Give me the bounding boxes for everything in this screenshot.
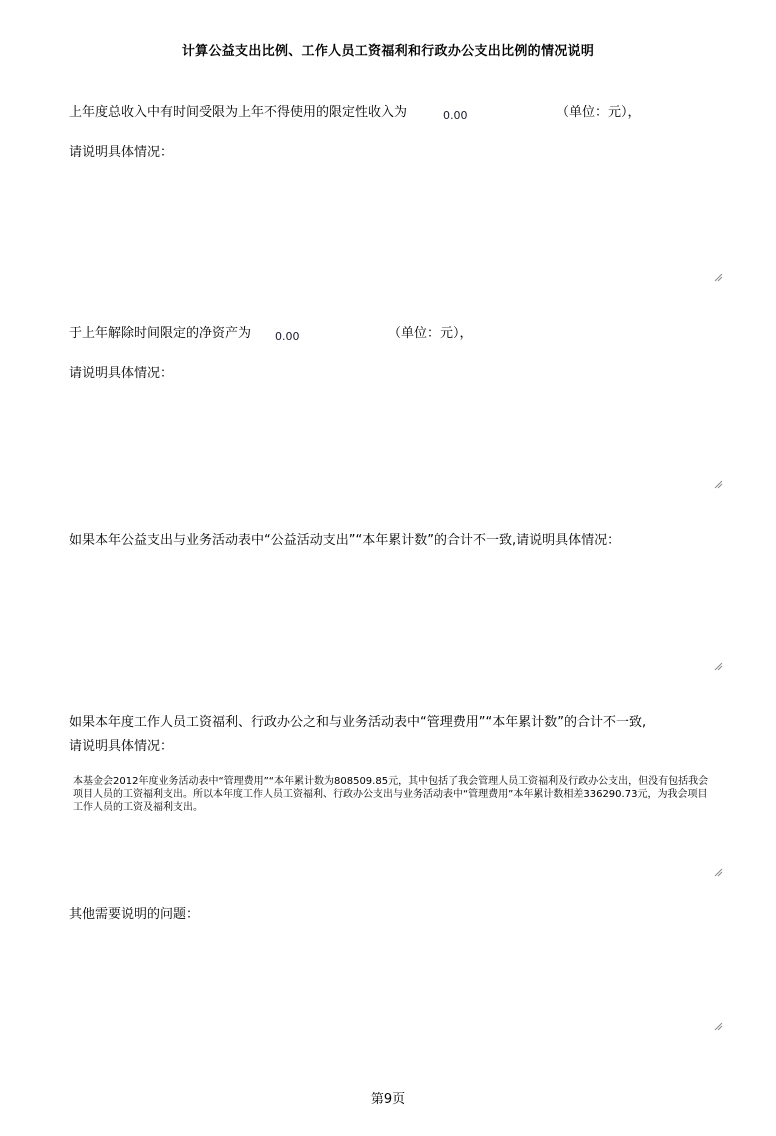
- admin-expense-explanation-text: 本基金会2012年度业务活动表中“管理费用”“本年累计数为808509.85元，其中包括了我会管理人员工资福利及行政办公支出，但没有包括我会项目人员的工资福利支出。所以本年度工作人员工资福利、行政办公支出与业务活动表中“管理费用”本年累计数相差336290.73元，为我会项目工作人员的工资及福利支出。: [73, 776, 709, 813]
- resize-grip-icon[interactable]: [713, 1021, 723, 1031]
- admin-expense-mismatch-prompt-2: 请说明具体情况：: [69, 739, 174, 754]
- resize-grip-icon[interactable]: [713, 479, 723, 489]
- resize-grip-icon[interactable]: [713, 661, 723, 671]
- restricted-income-prompt: 请说明具体情况：: [69, 145, 174, 160]
- released-net-assets-label: 于上年解除时间限定的净资产为: [69, 326, 252, 341]
- released-net-assets-value[interactable]: 0.00: [275, 330, 300, 343]
- restricted-income-value[interactable]: 0.00: [443, 109, 468, 122]
- page-title: 计算公益支出比例、工作人员工资福利和行政办公支出比例的情况说明: [181, 44, 595, 59]
- admin-expense-mismatch-prompt: 如果本年度工作人员工资福利、行政办公之和与业务活动表中“管理费用”“本年累计数”的合计不一致,: [69, 715, 647, 730]
- resize-grip-icon[interactable]: [713, 272, 723, 282]
- restricted-income-unit: （单位：元），: [556, 105, 641, 120]
- admin-expense-explanation-textarea[interactable]: [69, 772, 723, 877]
- restricted-income-label: 上年度总收入中有时间受限为上年不得使用的限定性收入为: [69, 105, 408, 120]
- resize-grip-icon[interactable]: [713, 867, 723, 877]
- restricted-income-explanation-textarea[interactable]: [69, 168, 723, 282]
- released-net-assets-prompt: 请说明具体情况：: [69, 366, 174, 381]
- released-net-assets-explanation-textarea[interactable]: [69, 390, 723, 489]
- public-welfare-explanation-textarea[interactable]: [69, 557, 723, 671]
- other-issues-prompt: 其他需要说明的问题：: [69, 907, 200, 922]
- released-net-assets-unit: （单位：元），: [388, 326, 473, 341]
- page-number: 第9页: [370, 1092, 406, 1107]
- other-issues-textarea[interactable]: [69, 930, 723, 1031]
- public-welfare-mismatch-prompt: 如果本年公益支出与业务活动表中“公益活动支出”“本年累计数”的合计不一致,请说明具体情况：: [69, 533, 621, 548]
